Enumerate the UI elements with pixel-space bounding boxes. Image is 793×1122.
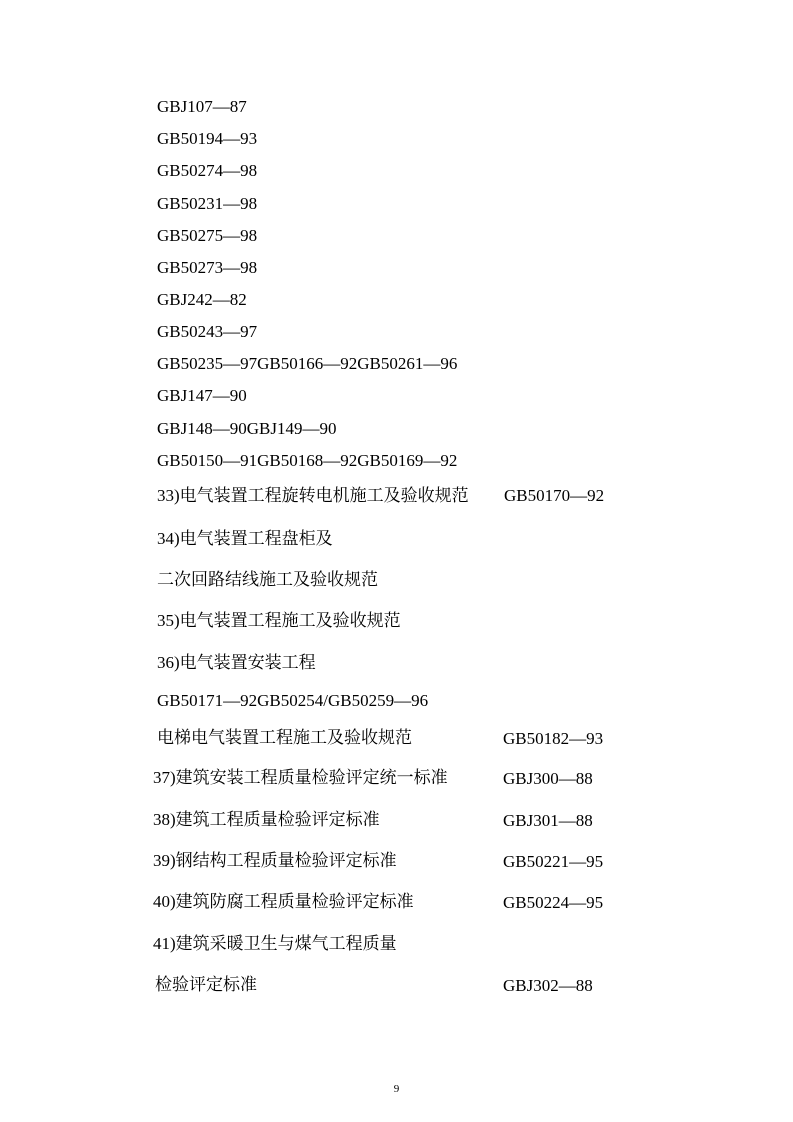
item-number: 41) [153,934,176,953]
item-title: 建筑采暖卫生与煤气工程质量 [175,934,397,954]
page-number: 9 [393,1083,400,1095]
item-number: 40) [153,892,176,911]
item-code: GBJ300—88 [503,769,593,788]
item-number: 37) [153,768,176,787]
list-item-41 [153,932,397,956]
standard-code-line: GB50243—97 [157,322,258,341]
item-number: 35) [157,611,180,630]
list-item-38 [153,808,380,832]
item-title: 建筑防腐工程质量检验评定标准 [175,892,414,912]
list-item-35 [157,609,401,633]
item-code: GB50221—95 [503,852,604,871]
item-title: 电气装置工程盘柜及 [179,529,333,549]
standard-code-line: GB50273—98 [157,258,258,277]
item-title: 钢结构工程质量检验评定标准 [175,851,397,871]
item-number: 39) [153,851,176,870]
standard-code-line: GB50274—98 [157,161,258,180]
item-title: 电气装置工程施工及验收规范 [179,611,401,631]
item-title: 电气装置工程旋转电机施工及验收规范 [179,486,469,506]
standard-code-line: GBJ148—90GBJ149—90 [157,419,337,438]
item-title: 建筑安装工程质量检验评定统一标准 [175,768,448,788]
standard-code-line: GB50171—92GB50254/GB50259—96 [157,691,429,710]
item-code: GB50170—92 [504,486,605,505]
item-code: GB50224—95 [503,893,604,912]
item-title: 建筑工程质量检验评定标准 [175,810,380,830]
standard-code-line: GBJ147—90 [157,386,247,405]
item-number: 33) [157,486,180,505]
list-item-33 [157,484,469,508]
item-code: GBJ302—88 [503,976,593,995]
standard-code-line: GB50194—93 [157,129,258,148]
list-item-elevator: 电梯电气装置工程施工及验收规范 [157,728,412,748]
list-item-36 [157,651,316,675]
standard-code-line: GBJ242—82 [157,290,247,309]
standard-code-line: GB50275—98 [157,226,258,245]
list-item-41-continued: 检验评定标准 [155,975,257,995]
list-item-34 [157,527,333,551]
item-code: GBJ301—88 [503,811,593,830]
list-item-37 [153,766,448,790]
list-item-39 [153,849,397,873]
list-item-34-continued: 二次回路结线施工及验收规范 [157,570,378,590]
item-number: 36) [157,653,180,672]
list-item-40 [153,890,414,914]
standard-code-line: GB50235—97GB50166—92GB50261—96 [157,354,458,373]
item-code: GB50182—93 [503,729,604,748]
standard-code-line: GBJ107—87 [157,97,247,116]
standard-code-line: GB50150—91GB50168—92GB50169—92 [157,451,458,470]
standard-code-line: GB50231—98 [157,194,258,213]
item-title: 电气装置安装工程 [179,653,316,673]
item-number: 34) [157,529,180,548]
item-number: 38) [153,810,176,829]
